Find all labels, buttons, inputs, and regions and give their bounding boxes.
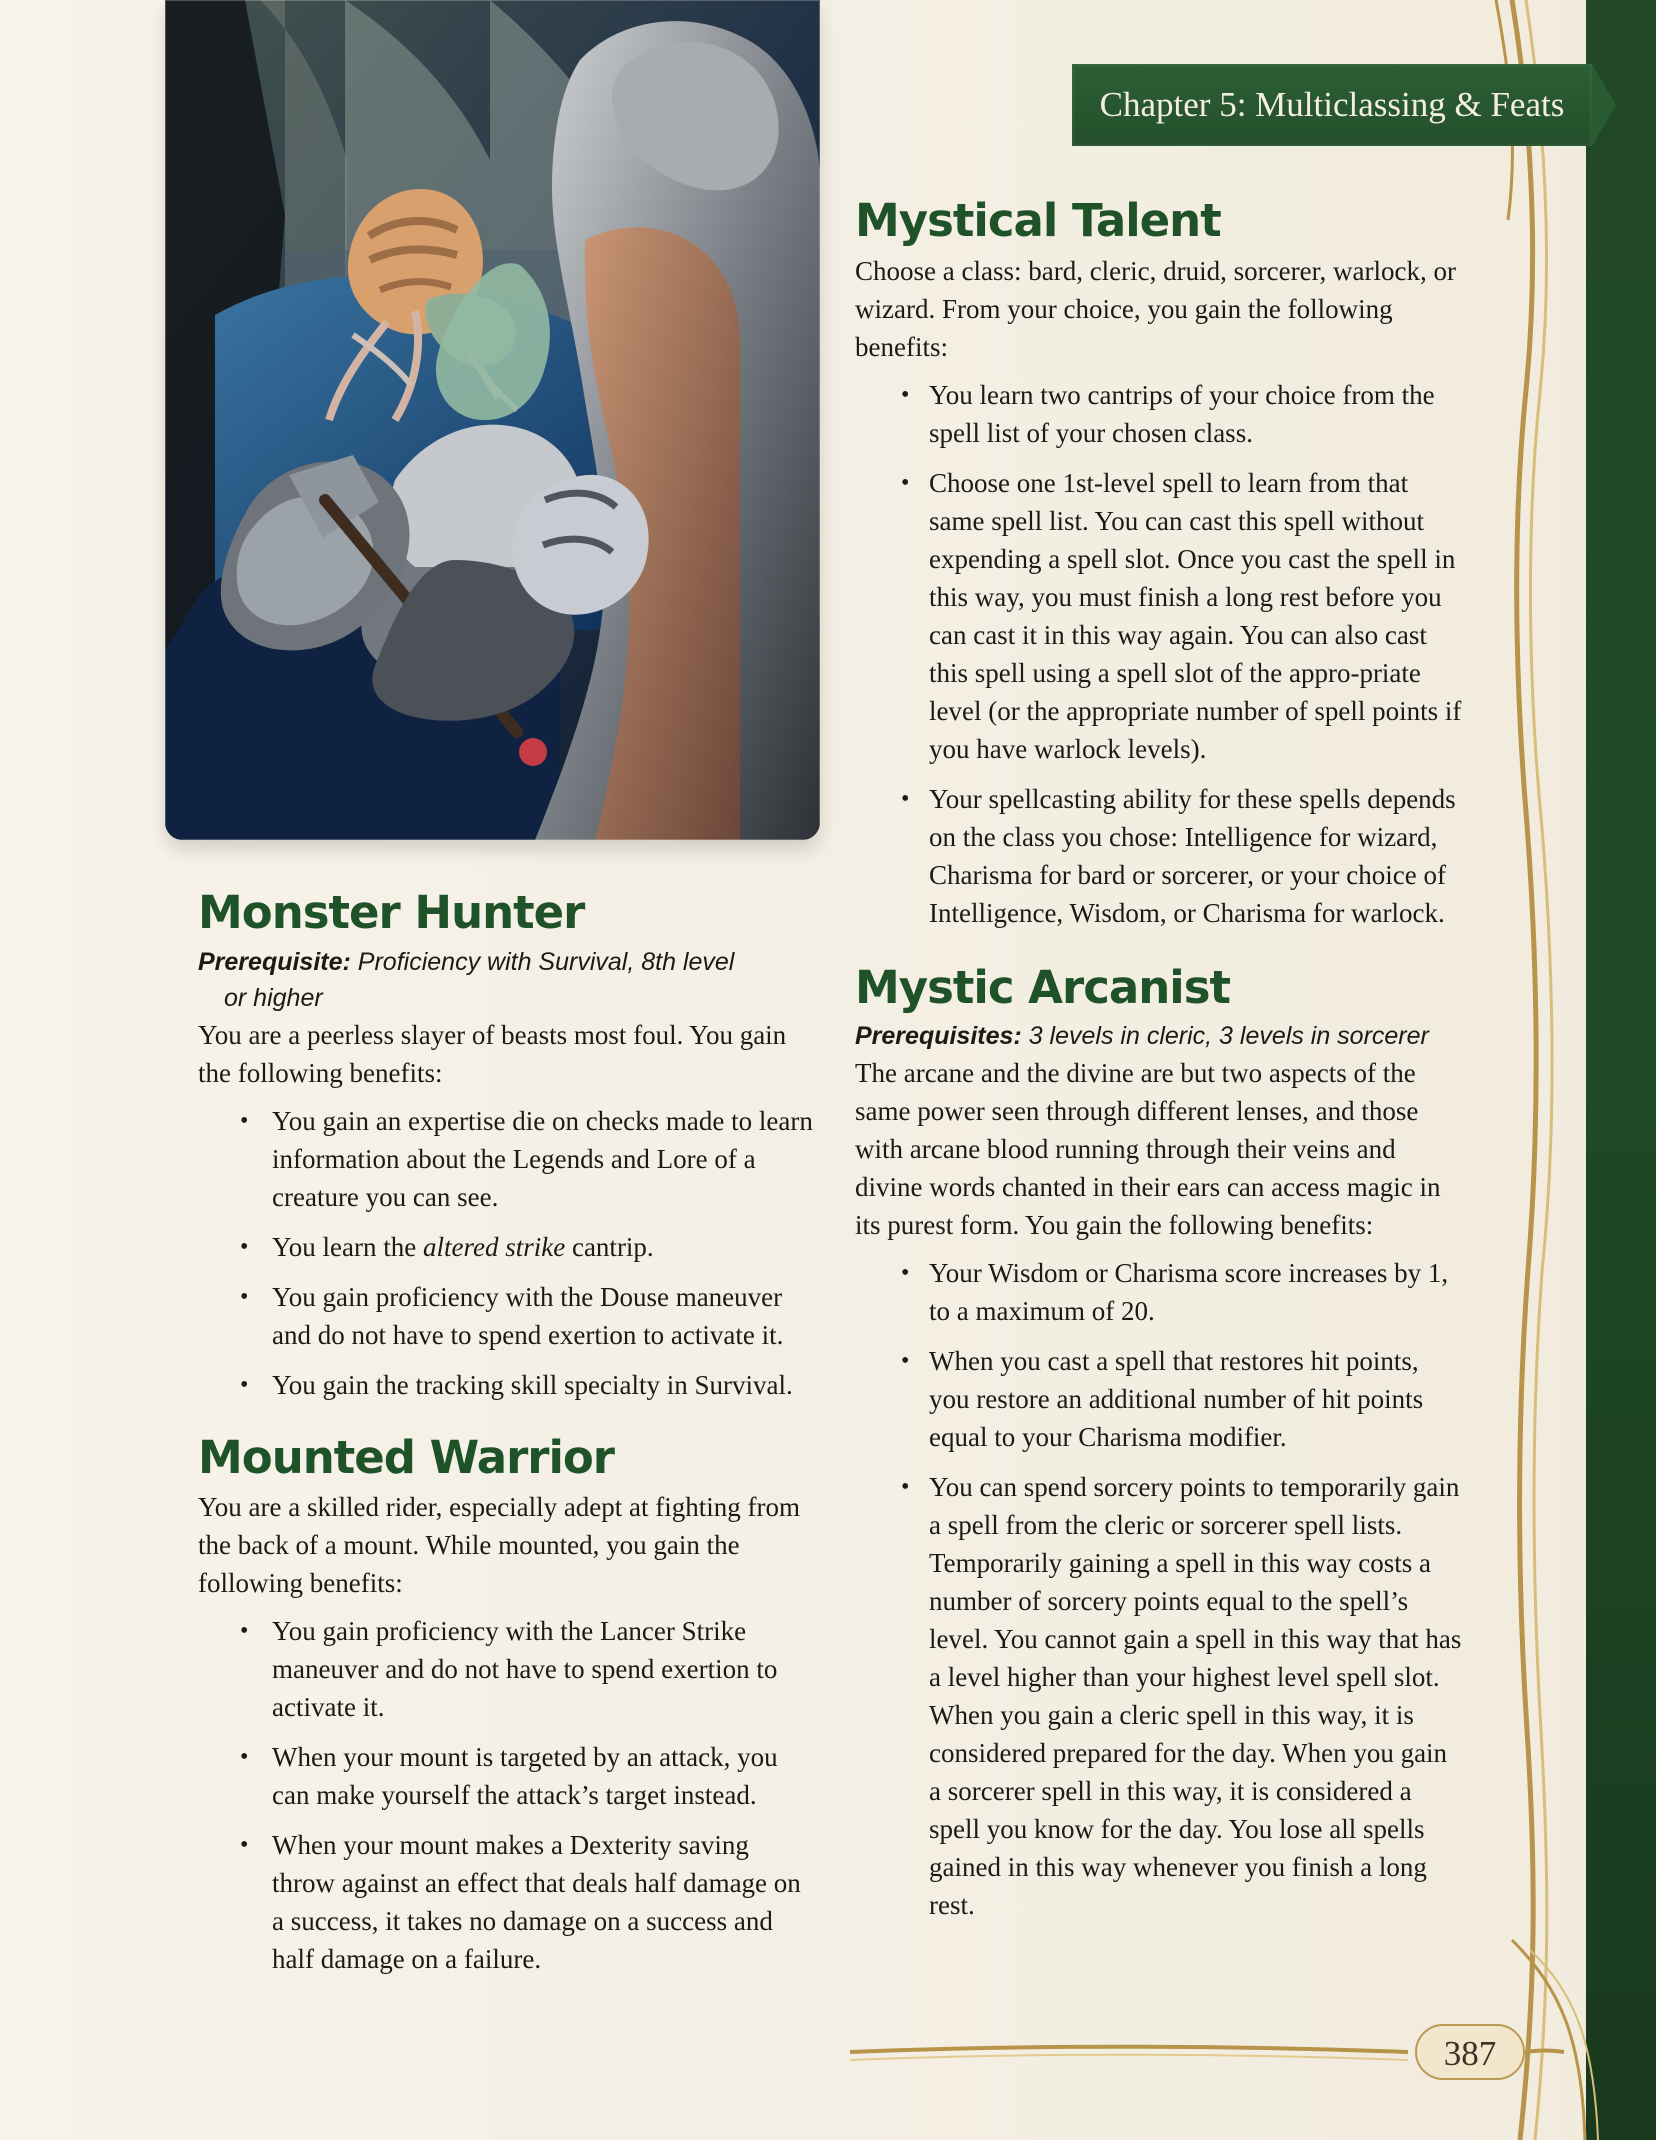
list-item: • Your Wisdom or Charisma score increases by 1, to a maximum of 20. [855,1254,1465,1330]
monster-hunter-heading: Monster Hunter [198,886,585,939]
prereq-text: 3 levels in cleric, 3 levels in sorcerer [1028,1022,1429,1050]
right-column [855,193,1465,1936]
list-item [198,1228,818,1266]
mystic-arcanist-bullets [855,1254,1465,1924]
list-item: • You can spend sorcery points to temporarily gain a spell from the cleric or sorcerer spell lists. Temporarily gaining a spell in this way costs a number of sorcery points equal to the spell’s level. You cannot gain a spell in this way that has a level higher than your highest level spell slot. When you gain a cleric spell in this way, it is considered prepared for the day. When you gain a sorcerer spell in this way, it is considered a spell you know for the day. You lose all spells gained in this way whenever you finish a long rest. [855,1468,1465,1924]
mystic-arcanist-prereq [855,1018,1465,1054]
chapter-banner: Chapter 5: Multiclassing & Feats [1072,64,1592,146]
list-item: • Your spellcasting ability for these spells depends on the class you chose: Intelligence for wizard, Charisma for bard or sorcerer, or your choice of Intelligence, Wisdom, or Charisma for warlock. [855,780,1465,932]
list-item: • When your mount is targeted by an attack, you can make yourself the attack’s target instead. [198,1738,818,1814]
mounted-warrior-heading: Mounted Warrior [198,1431,614,1484]
mounted-warrior-intro: You are a skilled rider, especially adept at fighting from the back of a mount. While mounted, you gain the following benefits: [198,1492,801,1598]
altered-strike-term: altered strike [423,1232,566,1262]
page-number-container [1415,2024,1525,2080]
list-item: • You gain an expertise die on checks made to learn information about the Legends and Lore of a creature you can see. [198,1102,818,1216]
monster-hunter-prereq [198,944,818,1016]
list-item: • You gain proficiency with the Douse maneuver and do not have to spend exertion to activate it. [198,1278,818,1354]
prereq-text-line2: or higher [224,984,323,1012]
list-item: • When you cast a spell that restores hit points, you restore an additional number of hit points equal to your Charisma modifier. [855,1342,1465,1456]
bullet-prefix: You learn the [272,1232,423,1262]
fantasy-battle-illustration-icon [165,0,820,840]
list-item: • Choose one 1st-level spell to learn from that same spell list. You can cast this spell without expending a spell slot. Once you cast the spell in this way, you must finish a long rest before you can cast it in this way again. You can also cast this spell using a spell slot of the appro-priate level (or the appropriate number of spell points if you have warlock levels). [855,464,1465,768]
mystical-talent-heading: Mystical Talent [855,194,1221,247]
list-item: • You learn two cantrips of your choice from the spell list of your chosen class. [855,376,1465,452]
list-item: • You gain proficiency with the Lancer Strike maneuver and do not have to spend exertion to activate it. [198,1612,818,1726]
mystic-arcanist-intro: The arcane and the divine are but two aspects of the same power seen through different lenses, and those with arcane blood running through their veins and divine words chanted in their ears can access magic in its purest form. You gain the following benefits: [855,1058,1441,1240]
page-number: 387 [1415,2024,1525,2080]
mystical-talent-intro: Choose a class: bard, cleric, druid, sorcerer, warlock, or wizard. From your choice, you gain the following benefits: [855,256,1456,362]
mystical-talent-bullets [855,376,1465,932]
illustration [165,0,820,840]
monster-hunter-bullets [198,1102,818,1404]
mystic-arcanist-heading: Mystic Arcanist [855,961,1230,1014]
mounted-warrior-bullets [198,1612,818,1978]
prereq-label: Prerequisites: [855,1022,1022,1050]
monster-hunter-intro: You are a peerless slayer of beasts most foul. You gain the following benefits: [198,1020,787,1088]
prereq-label: Prerequisite: [198,948,351,976]
list-item: • You gain the tracking skill specialty in Survival. [198,1366,818,1404]
prereq-text-line1: Proficiency with Survival, 8th level [357,948,735,976]
list-item: • When your mount makes a Dexterity saving throw against an effect that deals half damage on a success, it takes no damage on a success and half damage on a failure. [198,1826,818,1978]
left-column [198,885,818,1990]
bullet-suffix: cantrip. [565,1232,654,1262]
right-page-border [1586,0,1656,2140]
